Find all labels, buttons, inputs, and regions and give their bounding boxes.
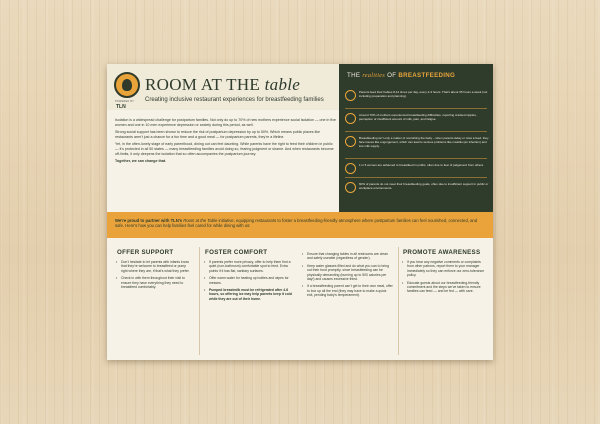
flyer-card (107, 64, 493, 360)
partner-band (107, 212, 493, 238)
realities-title-italic: realities (362, 72, 386, 79)
tln-logo: TLN (116, 104, 126, 110)
bandage-icon (345, 113, 356, 124)
realities-title-post: BREASTFEEDING (398, 72, 456, 79)
reality-text: Breastfeeding isn't only a matter of nourishing the baby – when parents delay or miss a feed, they face issues like engorgement, which can lead to serious problems like mastitis (an infection) and low milk supply. (359, 136, 489, 148)
intro-paragraph-4: Together, we can change that. (115, 159, 167, 164)
reality-text: Parents feed their babies 8-12 times per day, every 2-3 hours. That's about 35 hours a week (not including preparation and planning). (359, 90, 488, 98)
list-item: • Pumped breastmilk must be refrigerated after 4-6 hours, so offering ice may help parents keep it cold while they are out of their home. (203, 288, 295, 301)
intro-paragraph-2: Strong social support has been shown to reduce the risk of postpartum depression by up to 50%. Which means public places like restaurants aren't just a chance for a fun time and a good meal — for postpartum parents, they're a lifeline. (115, 130, 320, 139)
realities-title (347, 72, 455, 79)
divider (345, 131, 487, 132)
list-item: • If parents prefer more privacy, offer to help them find a quiet (non-bathroom) comfortable spot to feed. Extra points if it has flat, sanitary surfaces. (203, 260, 295, 273)
page-title (145, 75, 300, 95)
list-item: • Keep water glasses filled and do what you can to bring out their food promptly, since breastfeeding can be physically demanding (burning up to 500 calories per day!) and causes excessive thirst. (301, 264, 393, 282)
title-italic: table (264, 75, 301, 94)
foster-comfort-list-continued (301, 252, 393, 301)
reality-text: 1 in 5 women are ashamed to breastfeed in public, often due to fear of judgement from others. (359, 163, 484, 167)
realities-title-of: OF (387, 72, 397, 79)
promote-awareness-list (401, 260, 487, 297)
bottle-icon (345, 136, 356, 147)
target-icon (345, 182, 356, 193)
divider (345, 108, 487, 109)
powered-by-label: POWERED BY (115, 100, 135, 103)
logo-badge-icon (114, 72, 140, 98)
realities-title-pre: THE (347, 72, 361, 79)
column-divider (398, 247, 399, 355)
foster-comfort-heading: FOSTER COMFORT (205, 249, 268, 256)
intro-paragraph-1: Isolation is a widespread challenge for postpartum families. Not only do up to 70% of new mothers experience social isolation — one in five women and one in 10 men experience depression or anxiety during this period, as well. (115, 118, 336, 127)
partner-text (115, 218, 485, 229)
list-item: • Educate guests about our breastfeeding-friendly commitment and the steps we've taken to ensure families can feed — and be fed — with care. (401, 281, 487, 294)
list-item: • If a breastfeeding parent can't get to their own meal, offer to box up all the end (they may have to make a quick exit, pending baby's temperament). (301, 284, 393, 297)
foster-comfort-list (203, 260, 295, 304)
intro-text (115, 118, 337, 167)
list-item: • Check in with them throughout their visit to ensure they have everything they need to breastfeed comfortably. (115, 276, 193, 289)
divider (345, 158, 487, 159)
clock-icon (345, 90, 356, 101)
list-item: • Offer warm water for heating up bottles and wipes for messes. (203, 276, 295, 285)
reality-text: Around 70% of mothers experienced breastfeeding difficulties, reporting cracked nipples, perception of insufficient amount of milk, pain, and fatigue. (359, 113, 477, 121)
page-subtitle: Creating inclusive restaurant experiences for breastfeeding families (145, 97, 324, 103)
partner-text-italic: Room at the Table (183, 218, 218, 223)
offer-support-heading: OFFER SUPPORT (117, 249, 174, 256)
list-item: • Don't hesitate to let parents with infants know that they're welcome to breastfeed or pump right where they are, if that's what they prefer. (115, 260, 193, 273)
realities-panel (339, 64, 493, 212)
list-item: • If you hear any negative comments or complaints from other patrons, report them to your manager immediately so they can enforce our zero-tolerance policy. (401, 260, 487, 278)
intro-paragraph-3: Yet, in the often-lonely stage of early parenthood, dining out can feel daunting. While parents have the right to feed their children in public — it's protected in all 50 states — many breastfeeding families avoid doing so, fearing judgment or shame. And when restaurants become off-limits, it only deepens the isolation that so often accompanies the postpartum journey. (115, 142, 334, 156)
reality-text: 60% of parents do not meet their breastfeeding goals, often due to insufficient support in public or workplace environments. (359, 182, 489, 190)
column-divider (199, 247, 200, 355)
promote-awareness-heading: PROMOTE AWARENESS (403, 249, 481, 256)
divider (345, 177, 487, 178)
person-icon (345, 163, 356, 174)
offer-support-list (115, 260, 193, 292)
partner-text-pre: We're proud to partner with TLN's (115, 218, 183, 223)
partner-text-post: initiative, equipping restaurants to foster a breastfeeding-friendly atmosphere where postpartum families can feel nourished, connected, and safe. Here's how you can help families feel cared for while dining with us: (115, 218, 478, 229)
list-item: • Ensure that changing tables in all restrooms are clean and safely useable (regardless of gender). (301, 252, 393, 261)
title-main: ROOM AT THE (145, 75, 261, 94)
logo-mark (122, 79, 132, 91)
